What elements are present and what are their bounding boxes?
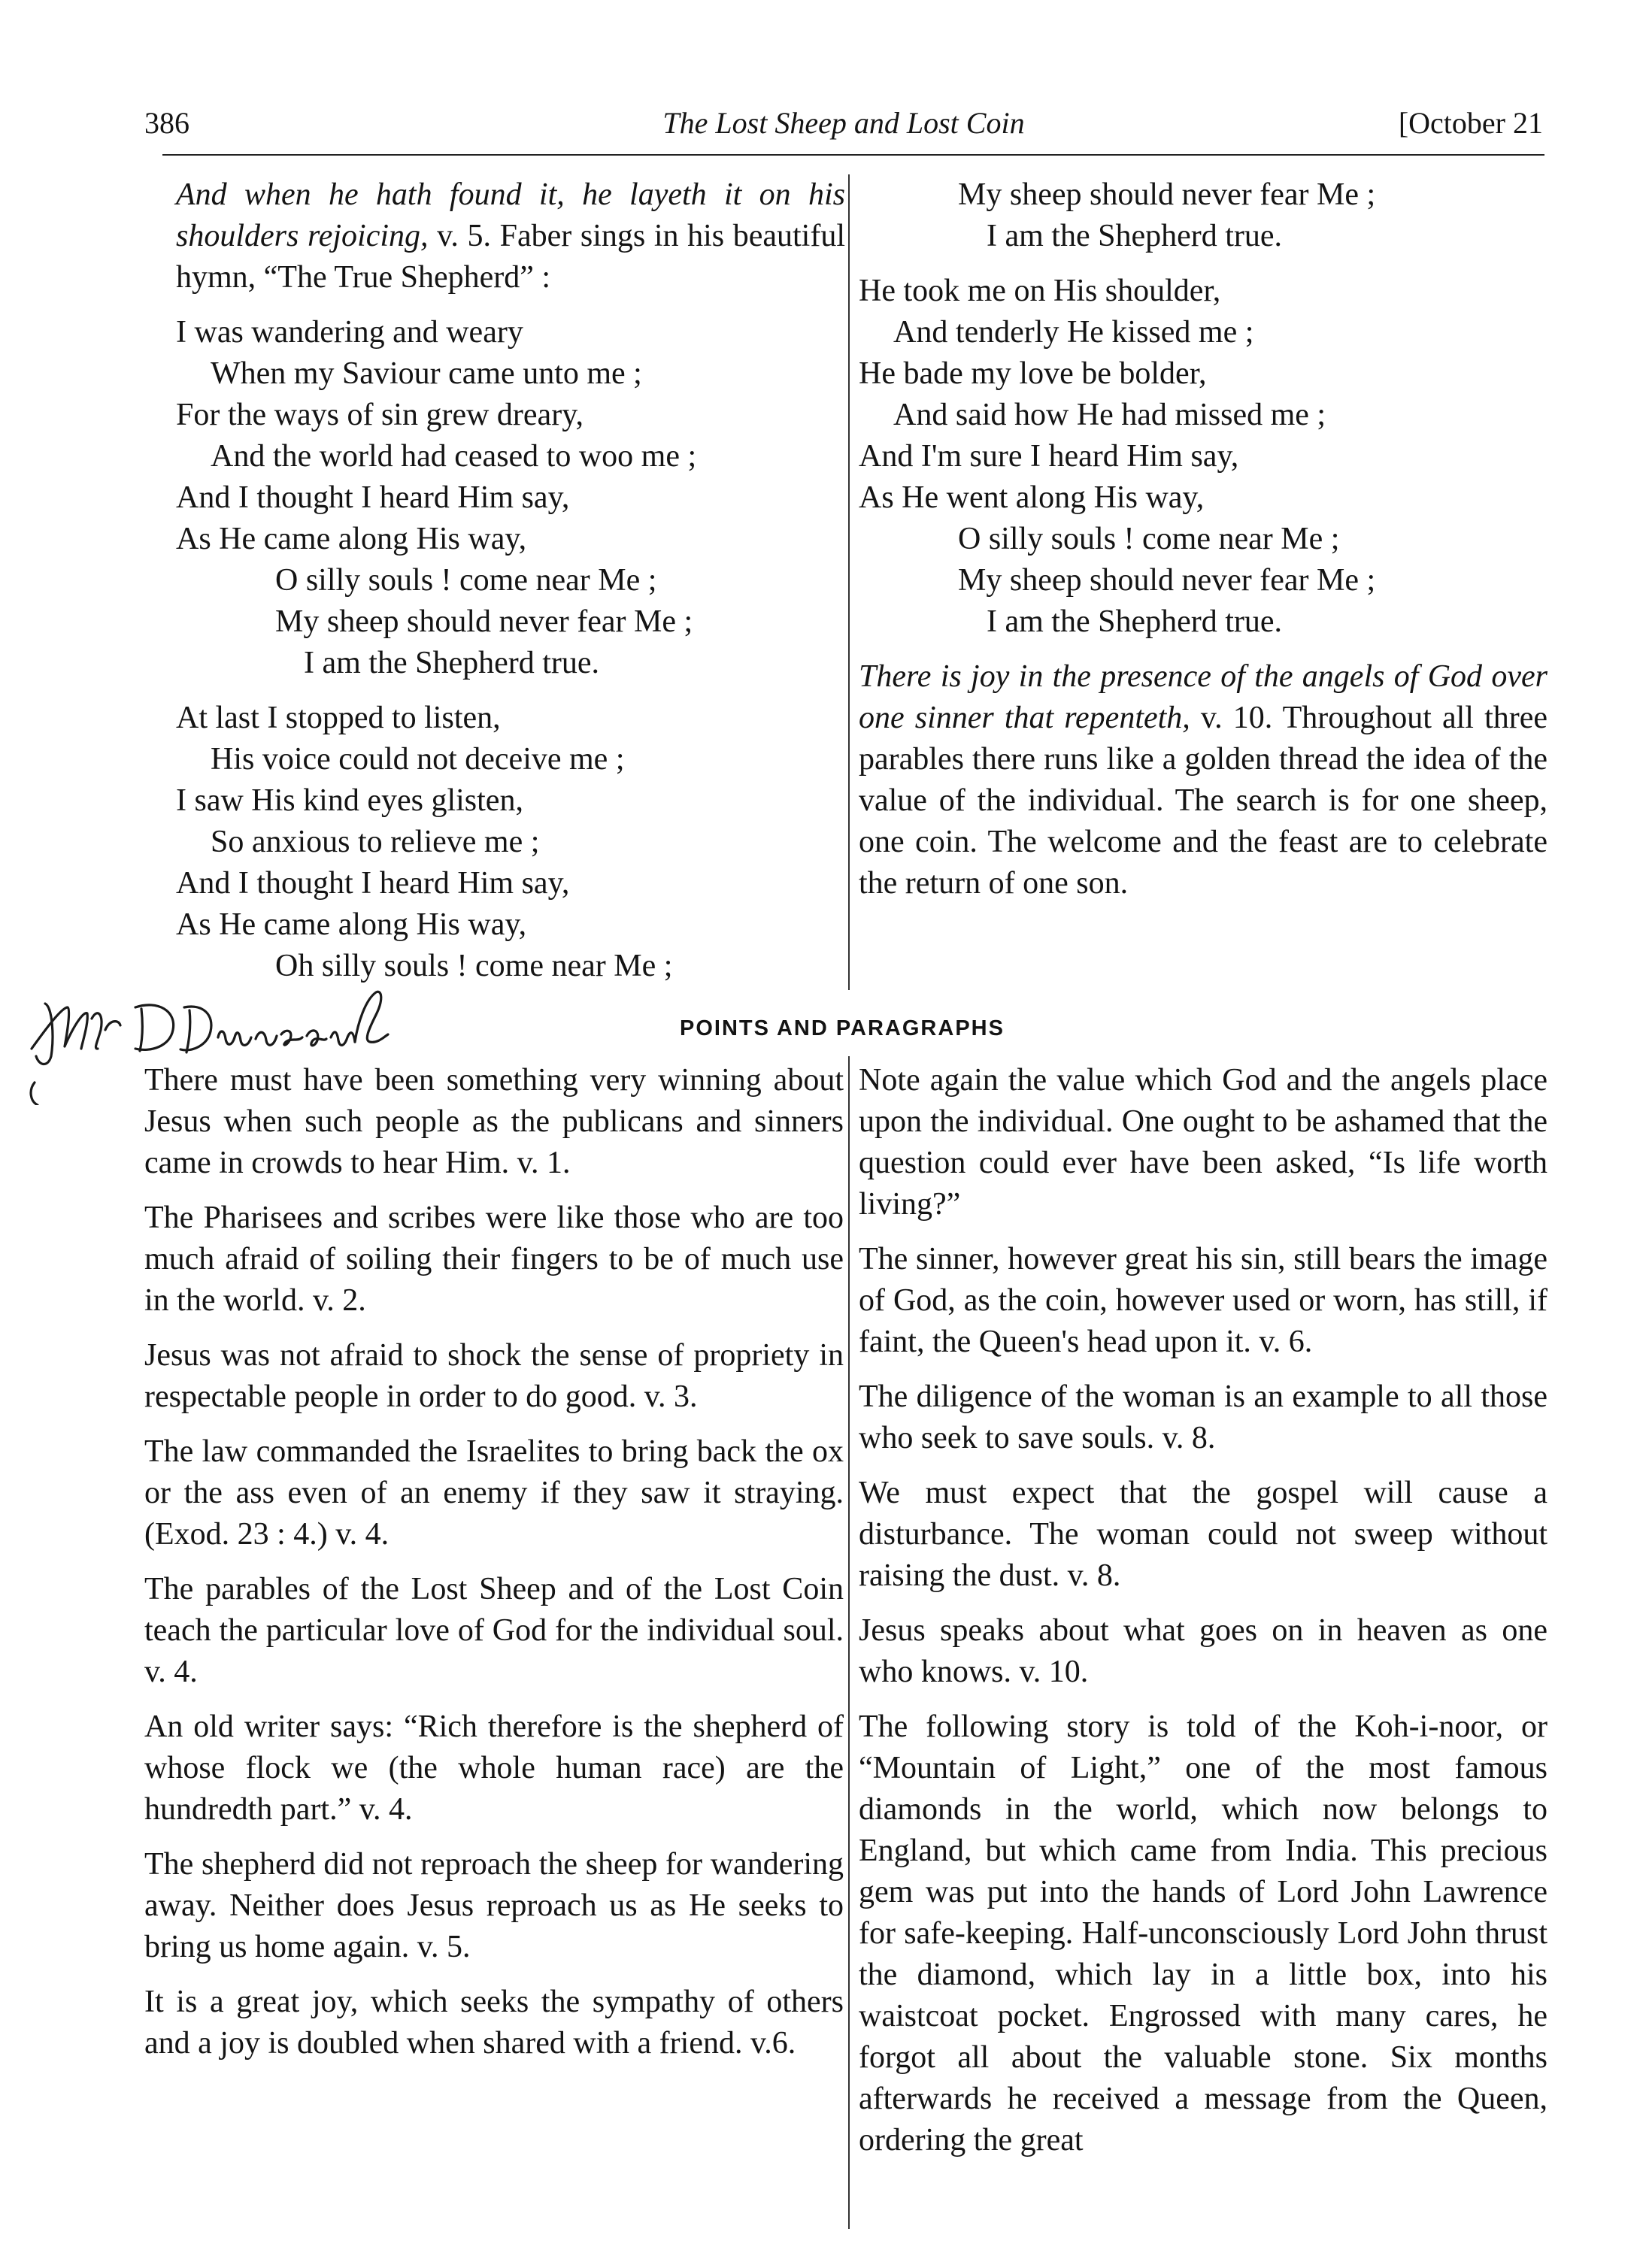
closing-text: v. 10. Throughout all three parables there runs like a golden thread the idea of the value of the individual. The search is for one sheep, one coin. The welcome and the feast are to celebrate the return of one son.: [859, 701, 1548, 901]
verse-line: As He went along His way,: [859, 480, 1205, 515]
point-paragraph: The sinner, however great his sin, still bears the image of God, as the coin, however used or worn, has still, if faint, the Queen's head upon it. v. 6.: [859, 1242, 1547, 1359]
verse-line: I am the Shepherd true.: [304, 646, 600, 680]
hymn-verse-2: [176, 698, 845, 987]
point-paragraph: There must have been something very winning about Jesus when such people as the publicans and sinners came in crowds to hear Him. v. 1.: [144, 1063, 844, 1180]
verse-line: As He came along His way,: [176, 522, 527, 556]
intro-paragraph: [176, 174, 845, 298]
verse-line: For the ways of sin grew dreary,: [176, 398, 584, 432]
verse-line: I was wandering and weary: [176, 315, 523, 350]
verse-line: I am the Shepherd true.: [987, 604, 1283, 639]
closing-paragraph: [859, 656, 1547, 904]
verse-line: I saw His kind eyes glisten,: [176, 783, 523, 818]
top-right-column: [859, 174, 1547, 918]
section-title: POINTS AND PARAGRAPHS: [680, 1016, 1005, 1040]
verse-line: And the world had ceased to woo me ;: [211, 439, 697, 474]
top-left-column: [176, 174, 845, 1001]
verse-line: As He came along His way,: [176, 907, 527, 942]
hymn-verse-1: [176, 312, 845, 684]
point-paragraph: Jesus speaks about what goes on in heaven as one who knows. v. 10.: [859, 1613, 1547, 1689]
verse-line: His voice could not deceive me ;: [211, 742, 625, 777]
verse-line: At last I stopped to listen,: [176, 701, 501, 735]
verse-line: And I thought I heard Him say,: [176, 866, 570, 901]
intro-text: v. 5. Faber sings in his beautiful hymn, “The True Shepherd” :: [176, 219, 846, 295]
point-paragraph: Jesus was not afraid to shock the sense of propriety in respectable people in order to do good. v. 3.: [144, 1338, 844, 1414]
points-left-column: [144, 1060, 844, 2078]
point-paragraph: The law commanded the Israelites to bring back the ox or the ass even of an enemy if they saw it straying. (Exod. 23 : 4.) v. 4.: [144, 1434, 844, 1552]
hymn-verse-2-end: [859, 174, 1547, 257]
verse-line: Oh silly souls ! come near Me ;: [275, 949, 673, 983]
verse-line: I am the Shepherd true.: [987, 219, 1283, 253]
running-title: The Lost Sheep and Lost Coin: [662, 106, 1025, 140]
closing-scripture: There is joy in the presence of the angels of God over one sinner that repenteth,: [859, 659, 1547, 735]
hymn-verse-3: [859, 271, 1547, 643]
point-paragraph: Note again the value which God and the angels place upon the individual. One ought to be ashamed that the question could ever have been asked, “Is life worth living?”: [859, 1063, 1547, 1222]
points-right-column: [859, 1060, 1547, 2175]
point-paragraph: The diligence of the woman is an example to all those who seek to save souls. v. 8.: [859, 1379, 1547, 1455]
verse-line: My sheep should never fear Me ;: [958, 563, 1376, 598]
point-paragraph: The following story is told of the Koh-i-noor, or “Mountain of Light,” one of the most famous diamonds in the world, which now belongs to England, but which came from India. This precious gem was put into the hands of Lord John Lawrence for safe-keeping. Half-unconsciously Lord John thrust the diamond, which lay in a little box, into his waistcoat pocket. Engrossed with many cares, he forgot all about the valuable stone. Six months afterwards he received a message from the Queen, ordering the great: [859, 1709, 1547, 2157]
verse-line: O silly souls ! come near Me ;: [958, 522, 1340, 556]
verse-line: And said how He had missed me ;: [893, 398, 1326, 432]
point-paragraph: The Pharisees and scribes were like those who are too much afraid of soiling their fingers to be of much use in the world. v. 2.: [144, 1201, 844, 1318]
point-paragraph: The parables of the Lost Sheep and of the Lost Coin teach the particular love of God for the individual soul. v. 4.: [144, 1572, 844, 1689]
point-paragraph: An old writer says: “Rich therefore is the shepherd of whose flock we (the whole human race) are the hundredth part.” v. 4.: [144, 1709, 844, 1827]
verse-line: And I'm sure I heard Him say,: [859, 439, 1239, 474]
verse-line: So anxious to relieve me ;: [211, 825, 540, 859]
verse-line: He took me on His shoulder,: [859, 274, 1221, 308]
issue-date: [October 21: [1398, 106, 1543, 140]
point-paragraph: We must expect that the gospel will cause a disturbance. The woman could not sweep without raising the dust. v. 8.: [859, 1476, 1547, 1593]
point-paragraph: The shepherd did not reproach the sheep for wandering away. Neither does Jesus reproach us as He seeks to bring us home again. v. 5.: [144, 1847, 844, 1964]
page-number: 386: [144, 106, 189, 140]
verse-line: And I thought I heard Him say,: [176, 480, 570, 515]
page-header: [144, 105, 1543, 150]
column-divider-top: [848, 174, 850, 990]
verse-line: And tenderly He kissed me ;: [893, 315, 1254, 350]
point-paragraph: It is a great joy, which seeks the sympathy of others and a joy is doubled when shared with a friend. v.6.: [144, 1985, 844, 2061]
intro-scripture: And when he hath found it, he layeth it on his shoulders rejoicing,: [176, 177, 845, 253]
verse-line: My sheep should never fear Me ;: [958, 177, 1376, 212]
verse-line: My sheep should never fear Me ;: [275, 604, 693, 639]
column-divider-bottom: [848, 1056, 850, 2229]
verse-line: O silly souls ! come near Me ;: [275, 563, 657, 598]
verse-line: He bade my love be bolder,: [859, 356, 1207, 391]
verse-line: When my Saviour came unto me ;: [211, 356, 642, 391]
header-rule: [162, 154, 1544, 156]
